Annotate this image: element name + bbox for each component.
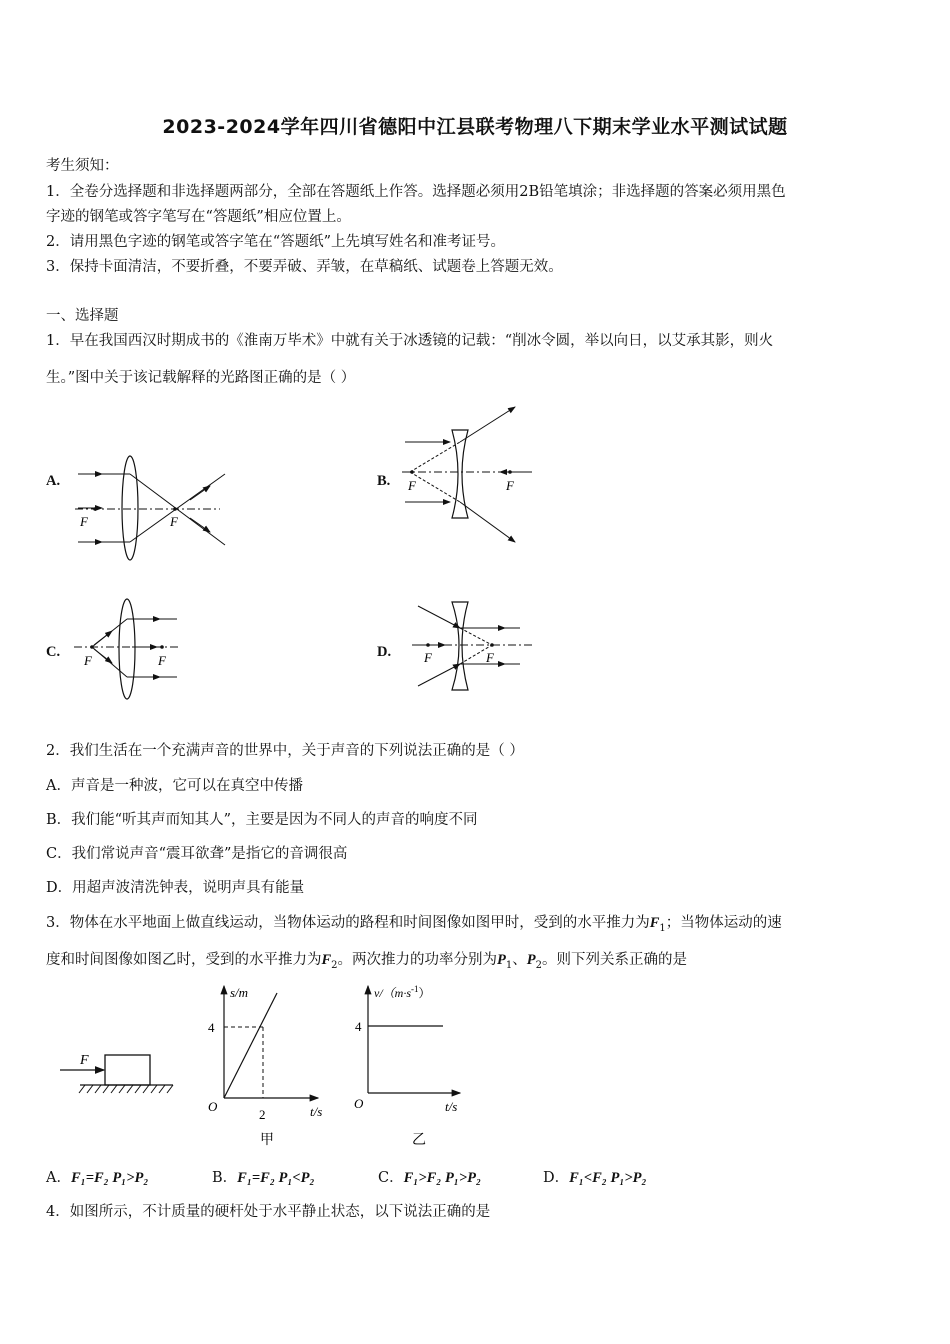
q3-stem-line2: 度和时间图像如图乙时，受到的水平推力为$F_2$。两次推力的功率分别为$P_1$、$P_2$。则下列关系正确的是 (46, 952, 688, 971)
q1-option-a-label: A. (46, 473, 61, 489)
q3-option-b: B．F₁=F₂ P₁<P₂ (212, 1170, 315, 1186)
jia-xlabel: t/s (310, 1104, 323, 1119)
q2-stem: 2．我们生活在一个充满声音的世界中，关于声音的下列说法正确的是（ ） (46, 743, 524, 759)
notice-item-3: 3．保持卡面清洁，不要折叠，不要弄破、弄皱，在草稿纸、试题卷上答题无效。 (46, 259, 563, 275)
q2-option-b: B．我们能“听其声而知其人”，主要是因为不同人的声音的响度不同 (46, 812, 478, 828)
block-force-diagram (55, 1045, 180, 1100)
q4-stem: 4．如图所示，不计质量的硬杆处于水平静止状态，以下说法正确的是 (46, 1204, 491, 1220)
notice-item-1-cont: 字迹的钢笔或答字笔写在“答题纸”相应位置上。 (46, 209, 351, 225)
q1-stem-line1: 1．早在我国西汉时期成书的《淮南万毕术》中就有关于冰透镜的记载：“削冰令圆，举以向日，以艾承其影，则火 (46, 333, 774, 349)
section-heading: 一、选择题 (46, 308, 119, 324)
q1-option-b-label: B. (377, 473, 391, 489)
q3-option-a: A．F₁=F₂ P₁>P₂ (46, 1170, 149, 1186)
q3-option-c: C．F₁>F₂ P₁>P₂ (378, 1170, 482, 1186)
notice-item-2: 2．请用黑色字迹的钢笔或答字笔在“答题纸”上先填写姓名和准考证号。 (46, 234, 506, 250)
diagram-b-concave (400, 402, 535, 550)
focus-label: F (486, 650, 494, 665)
jia-caption: 甲 (260, 1133, 274, 1148)
focus-label: F (80, 514, 88, 529)
yi-xlabel: t/s (445, 1099, 458, 1114)
q3-stem-line1: 3．物体在水平地面上做直线运动，当物体运动的路程和时间图像如图甲时，受到的水平推力为$F_1$；当物体运动的速 (46, 915, 782, 934)
diagram-a-convex-converging (70, 450, 230, 565)
notice-item-1: 1．全卷分选择题和非选择题两部分，全部在答题纸上作答。选择题必须用2B铅笔填涂；非选择题的答案必须用黑色 (46, 184, 786, 200)
page-title: 2023-2024学年四川省德阳中江县联考物理八下期末学业水平测试试题 (162, 116, 788, 138)
diagram-c-convex-parallel (72, 597, 184, 703)
focus-label: F (506, 478, 514, 493)
yi-ytick: 4 (355, 1019, 362, 1034)
force-label: F (80, 1053, 89, 1068)
focus-label: F (84, 653, 92, 668)
q1-option-c-label: C. (46, 644, 61, 660)
notice-heading: 考生须知： (46, 158, 119, 174)
q2-option-c: C．我们常说声音“震耳欲聋”是指它的音调很高 (46, 846, 348, 862)
graph-jia-s-t (200, 978, 340, 1148)
diagram-d-concave-parallel (410, 598, 535, 698)
jia-xtick: 2 (259, 1107, 266, 1122)
q2-option-d: D．用超声波清洗钟表，说明声具有能量 (46, 880, 305, 896)
jia-ylabel: s/m (230, 985, 249, 1000)
focus-label: F (158, 653, 166, 668)
jia-ytick: 4 (208, 1020, 215, 1035)
q3-option-d: D．F₁<F₂ P₁>P₂ (543, 1170, 647, 1186)
focus-label: F (424, 650, 432, 665)
yi-caption: 乙 (412, 1133, 426, 1148)
focus-label: F (170, 514, 178, 529)
yi-ylabel: $v/(m\cdot s^{-1})$ (374, 984, 431, 1000)
q2-option-a: A．声音是一种波，它可以在真空中传播 (46, 778, 303, 794)
jia-origin: O (208, 1099, 218, 1114)
graph-yi-v-t (350, 978, 485, 1148)
q1-stem-line2: 生。”图中关于该记载解释的光路图正确的是（ ） (46, 370, 356, 386)
focus-label: F (408, 478, 416, 493)
yi-origin: O (354, 1096, 364, 1111)
q1-option-d-label: D. (377, 644, 392, 660)
